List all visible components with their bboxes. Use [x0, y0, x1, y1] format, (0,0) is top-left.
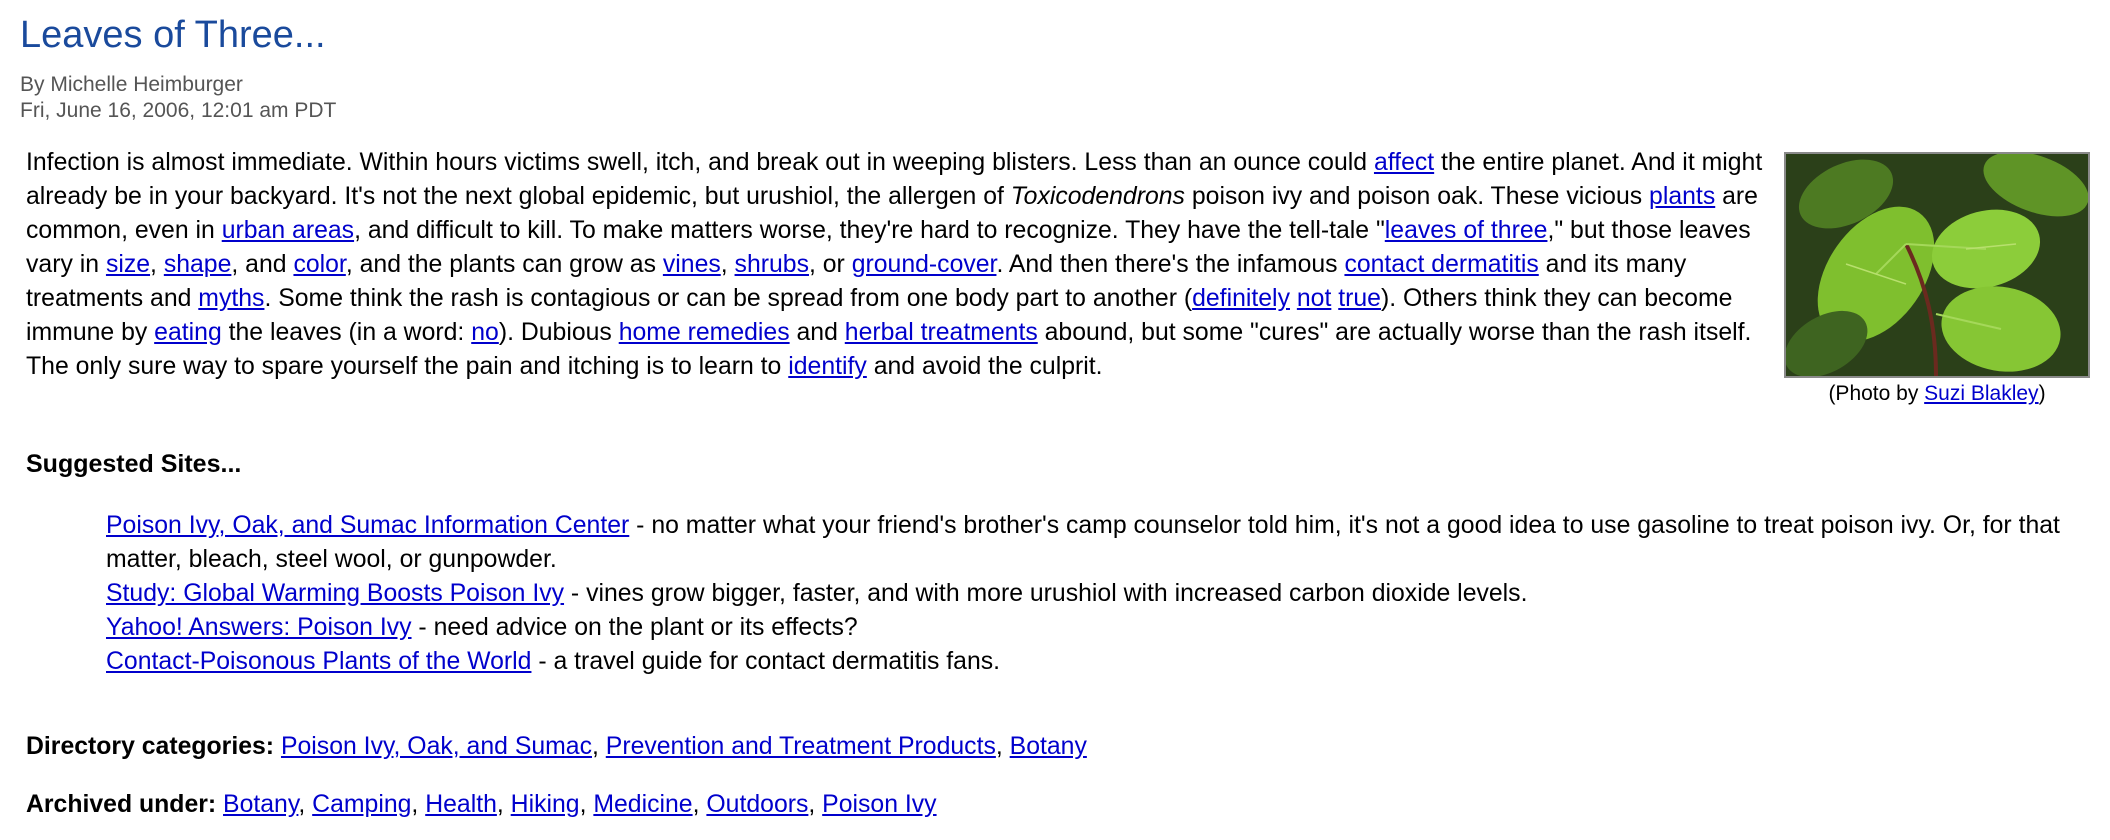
archive-tag-link[interactable]: Outdoors [706, 791, 809, 818]
article-text [1290, 285, 1297, 312]
suggested-site-description: - vines grow bigger, faster, and with more urushiol with increased carbon dioxide levels. [564, 580, 1528, 607]
article-text: ," but those leaves vary in [26, 217, 1751, 278]
publish-date: Fri, June 16, 2006, 12:01 am PDT [20, 99, 337, 122]
suggested-sites-list [106, 509, 2096, 679]
suggested-site-link[interactable]: Contact-Poisonous Plants of the World [106, 648, 532, 675]
suggested-site-description: - a travel guide for contact dermatitis fans. [531, 648, 1001, 675]
article-link[interactable]: urban areas [221, 217, 355, 244]
directory-category-link[interactable]: Botany [1009, 733, 1087, 760]
article-text: Infection is almost immediate. Within hours victims swell, itch, and break out in weeping blisters. Less than an ounce could [26, 149, 1374, 176]
article-link[interactable]: eating [154, 319, 222, 346]
article-text: poison ivy and poison oak. These vicious [1184, 183, 1650, 210]
suggested-site-link[interactable]: Study: Global Warming Boosts Poison Ivy [106, 580, 565, 607]
article-text: ). Dubious [498, 319, 619, 346]
article-text: the leaves (in a word: [221, 319, 472, 346]
article-link[interactable]: true [1338, 285, 1381, 312]
byline-block [20, 72, 336, 124]
article-link[interactable]: not [1296, 285, 1332, 312]
article-link[interactable]: shape [163, 251, 232, 278]
photo-block [1784, 152, 2090, 408]
article-link[interactable]: ground-cover [851, 251, 997, 278]
poison-ivy-photo [1784, 152, 2090, 378]
article-link[interactable]: home remedies [618, 319, 790, 346]
article-text: abound, but some "cures" are actually worse than the rash itself. The only sure way to spare yourself the pain and itching is to learn to [26, 319, 1752, 380]
article-link[interactable]: no [471, 319, 499, 346]
caption-prefix: (Photo by [1828, 382, 1925, 405]
article-text: , or [808, 251, 852, 278]
article-link[interactable]: affect [1373, 149, 1435, 176]
article-link[interactable]: color [293, 251, 346, 278]
suggested-site-item [106, 509, 2096, 577]
archived-under-label: Archived under: [26, 791, 224, 818]
article-text: ). Others think they can become immune by [26, 285, 1733, 346]
author-byline: By Michelle Heimburger [20, 73, 243, 96]
article-text: and [789, 319, 845, 346]
article-link[interactable]: plants [1649, 183, 1716, 210]
article-link[interactable]: contact dermatitis [1344, 251, 1539, 278]
archive-tag-link[interactable]: Hiking [510, 791, 580, 818]
archive-tag-link[interactable]: Poison Ivy [822, 791, 937, 818]
suggested-site-description: - need advice on the plant or its effects? [411, 614, 858, 641]
photo-caption [1784, 380, 2090, 408]
article-link[interactable]: vines [662, 251, 721, 278]
archived-under: Archived under: Botany, Camping, Health, Hiking, Medicine, Outdoors, Poison Ivy [26, 791, 937, 818]
suggested-site-item [106, 611, 2096, 645]
page-title: Leaves of Three... [20, 14, 326, 56]
directory-category-link[interactable]: Poison Ivy, Oak, and Sumac [280, 733, 592, 760]
article-emphasis: Toxicodendrons [1010, 183, 1185, 210]
suggested-site-item [106, 577, 2096, 611]
directory-categories: Directory categories: Poison Ivy, Oak, and Sumac, Prevention and Treatment Products, Botany [26, 733, 1087, 760]
article-link[interactable]: herbal treatments [844, 319, 1038, 346]
directory-categories-label: Directory categories: [26, 733, 281, 760]
leaf-illustration [1786, 154, 2088, 376]
article-text: and avoid the culprit. [866, 353, 1103, 380]
suggested-site-item [106, 645, 2096, 679]
caption-suffix: ) [2038, 382, 2046, 405]
article-text: , and [231, 251, 294, 278]
article-link[interactable]: leaves of three [1384, 217, 1548, 244]
archive-tag-link[interactable]: Health [425, 791, 497, 818]
article-text: , and difficult to kill. To make matters worse, they're hard to recognize. They have the tell-tale " [354, 217, 1385, 244]
article-text: . And then there's the infamous [996, 251, 1345, 278]
article-link[interactable]: definitely [1192, 285, 1290, 312]
suggested-site-link[interactable]: Yahoo! Answers: Poison Ivy [106, 614, 412, 641]
article-text: , [150, 251, 164, 278]
suggested-site-description: - no matter what your friend's brother's camp counselor told him, it's not a good idea to use gasoline to treat poison ivy. Or, for that matter, bleach, steel wool, or gunpowder. [106, 512, 2060, 573]
suggested-site-link[interactable]: Poison Ivy, Oak, and Sumac Information Center [106, 512, 630, 539]
photo-credit-link[interactable]: Suzi Blakley [1924, 382, 2039, 405]
article-text: , and the plants can grow as [345, 251, 663, 278]
article-link[interactable]: myths [198, 285, 265, 312]
directory-category-link[interactable]: Prevention and Treatment Products [605, 733, 996, 760]
article-text: are common, even in [26, 183, 1758, 244]
article-text: . Some think the rash is contagious or can be spread from one body part to another ( [264, 285, 1193, 312]
archive-tag-link[interactable]: Medicine [593, 791, 693, 818]
archive-tag-link[interactable]: Botany [223, 791, 299, 818]
article-link[interactable]: shrubs [734, 251, 809, 278]
article-link[interactable]: size [105, 251, 151, 278]
archive-tag-link[interactable]: Camping [312, 791, 412, 818]
article-link[interactable]: identify [788, 353, 867, 380]
suggested-sites-heading: Suggested Sites... [26, 450, 242, 478]
article-text: and its many treatments and [26, 251, 1687, 312]
article-body [26, 146, 1784, 384]
article-text: the entire planet. And it might already be in your backyard. It's not the next global epidemic, but urushiol, the allergen of [26, 149, 1763, 210]
article-text: , [720, 251, 735, 278]
